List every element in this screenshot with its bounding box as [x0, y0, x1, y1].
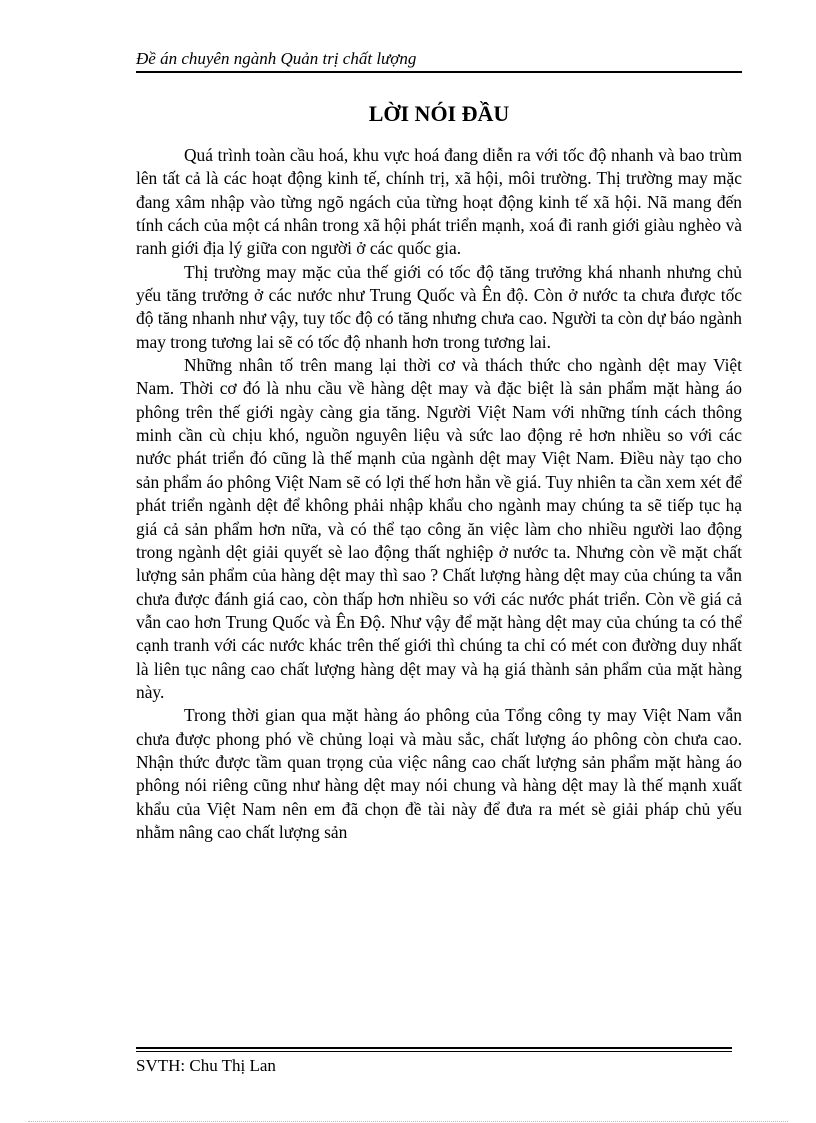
- paragraph: Quá trình toàn cầu hoá, khu vực hoá đang diễn ra với tốc độ nhanh và bao trùm lên tất cả là các hoạt động kinh tế, chính trị, xã hội, môi trường. Thị trường may mặc đang xâm nhập vào từng ngõ ngách của từng hoạt động kinh tế xã hội. Nã mang đến tính cách của một cá nhân trong xã hội phát triển mạnh, xoá đi ranh giới giàu nghèo và ranh giới địa lý giữa con người ở các quốc gia.: [136, 145, 742, 259]
- page-title: LỜI NÓI ĐẦU: [368, 101, 510, 126]
- paragraph: Những nhân tố trên mang lại thời cơ và thách thức cho ngành dệt may Việt Nam. Thời cơ đó là nhu cầu về hàng dệt may và đặc biệt là sản phẩm mặt hàng áo phông trên thế giới ngày càng gia tăng. Người Việt Nam với những tính cách thông minh cần cù chịu khó, nguồn nguyên liệu và sức lao động rẻ hơn nhiều so với các nước phát triển đó cũng là thế mạnh của ngành dệt may Việt Nam. Điều này tạo cho sản phẩm áo phông Việt Nam sẽ có lợi thế hơn hẳn về giá. Tuy nhiên ta cần xem xét để phát triển ngành dệt để không phải nhập khẩu cho ngành may chúng ta sẽ tiếp tục hạ giá cả sản phẩm hơn nữa, và có thể tạo công ăn việc làm cho nhiều người lao động trong ngành dệt giải quyết sè lao động thất nghiệp ở nước ta. Nhưng còn về mặt chất lượng sản phẩm của hàng dệt may thì sao ? Chất lượng hàng dệt may của chúng ta vẫn chưa được đánh giá cao, còn thấp hơn nhiều so với các nước phát triển. Còn về giá cả vẫn cao hơn Trung Quốc và Ên Độ. Như vậy để mặt hàng dệt may của chúng ta có thể cạnh tranh với các nước khác trên thế giới thì chúng ta chỉ có mét con đường duy nhất là liên tục nâng cao chất lượng hàng dệt may và hạ giá thành sản phẩm của mặt hàng này.: [136, 355, 742, 702]
- page-header: Đề án chuyên ngành Quản trị chất lượng: [136, 49, 417, 68]
- footer-divider: [136, 1047, 732, 1049]
- body-text: [136, 144, 742, 844]
- page-edge: [28, 1121, 788, 1122]
- header-divider: [136, 71, 742, 73]
- page-footer: SVTH: Chu Thị Lan: [136, 1056, 276, 1075]
- paragraph: Thị trường may mặc của thế giới có tốc độ tăng trưởng khá nhanh nhưng chủ yếu tăng trưởng ở các nước như Trung Quốc và Ên độ. Còn ở nước ta chưa được tốc độ tăng nhanh như vậy, tuy tốc độ có tăng nhưng chưa cao. Người ta còn dự báo ngành may trong tương lai sẽ có tốc độ nhanh hơn trong tương lai.: [136, 261, 742, 352]
- footer-divider-thin: [136, 1051, 732, 1052]
- paragraph: Trong thời gian qua mặt hàng áo phông của Tổng công ty may Việt Nam vẫn chưa được phong phó về chủng loại và màu sắc, chất lượng áo phông còn chưa cao. Nhận thức được tầm quan trọng của việc nâng cao chất lượng sản phẩm mặt hàng áo phông nói riêng cũng như hàng dệt may nói chung và hàng dệt may là thế mạnh xuất khẩu của Việt Nam nên em đã chọn đề tài này để đưa ra mét sè giải pháp chủ yếu nhằm nâng cao chất lượng sản: [136, 705, 742, 842]
